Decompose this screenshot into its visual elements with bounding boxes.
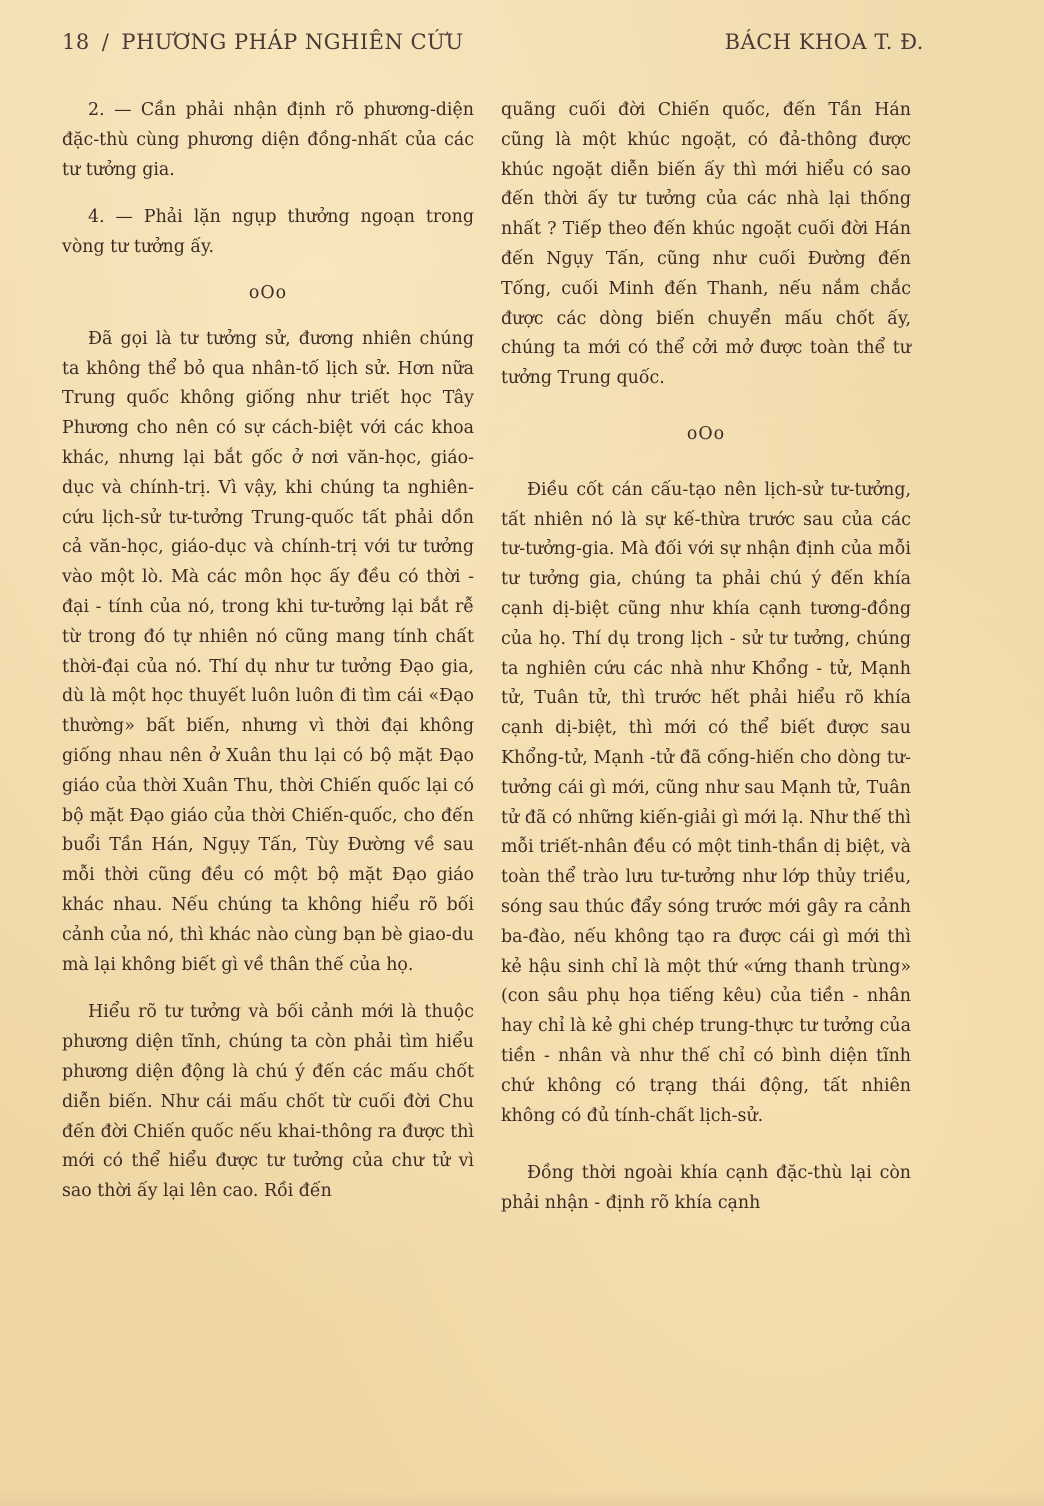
paragraph: Điều cốt cán cấu-tạo nên lịch-sử tư-tưởng, tất nhiên nó là sự kế-thừa trước sau của các tư-tưởng-gia. Mà đối với sự nhận định của mỗi tư tưởng gia, chúng ta phải chú ý đến khía cạnh dị-biệt cũng như khía cạnh tương-đồng của họ. Thí dụ trong lịch - sử tư tưởng, chúng ta nghiên cứu các nhà như Khổng - tử, Mạnh tử, Tuân tử, thì trước hết phải hiểu rõ khía cạnh dị-biệt, thì mới có thể biết được sau Khổng-tử, Mạnh -tử đã cống-hiến cho dòng tư-tưởng cái gì mới, cũng như sau Mạnh tử, Tuân tử đã có những kiến-giải gì mới lạ. Như thế thì mỗi triết-nhân đều có một tinh-thần dị biệt, và toàn thể trào lưu tư-tưởng như lớp thủy triều, sóng sau thúc đẩy sóng trước mới gây ra cảnh ba-đào, nếu không tạo ra được cái gì mới thì kẻ hậu sinh chỉ là một thứ «ứng thanh trùng» (con sâu phụ họa tiếng kêu) của tiền - nhân hay chỉ là kẻ ghi chép trung-thực tư tưởng của tiền - nhân và như thế chỉ có bình diện tĩnh chứ không có trạng thái động, tất nhiên không có đủ tính-chất lịch-sử. xyxy=(501,479,911,1126)
right-column xyxy=(501,96,911,1219)
left-column xyxy=(62,96,474,1207)
page-header xyxy=(62,30,924,60)
section-title: PHƯƠNG PHÁP NGHIÊN CỨU xyxy=(121,30,464,54)
section-divider: oOo xyxy=(248,282,288,303)
header-separator: / xyxy=(101,30,110,54)
list-item-4: 4. — Phải lặn ngụp thưởng ngoạn trong vòng tư tưởng ấy. xyxy=(62,207,474,258)
page-number: 18 xyxy=(62,30,90,54)
header-left xyxy=(62,30,464,54)
publication-name: BÁCH KHOA T. Đ. xyxy=(724,30,924,54)
section-divider: oOo xyxy=(686,423,726,444)
list-item-2: 2. — Cần phải nhận định rõ phương-diện đặc-thù cùng phương diện đồng-nhất của các tư tưởng gia. xyxy=(62,100,474,180)
paragraph: Đã gọi là tư tưởng sử, đương nhiên chúng ta không thể bỏ qua nhân-tố lịch sử. Hơn nữa Trung quốc không giống như triết học Tây Phương cho nên có sự cách-biệt với các khoa khác, nhưng lại bắt gốc ở nơi văn-học, giáo-dục và chính-trị. Vì vậy, khi chúng ta nghiên-cứu lịch-sử tư-tưởng Trung-quốc tất phải dồn cả văn-học, giáo-dục và chính-trị với tư tưởng vào một lò. Mà các môn học ấy đều có thời - đại - tính của nó, trong khi tư-tưởng lại bắt rễ từ trong đó tự nhiên nó cũng mang tính chất thời-đại của nó. Thí dụ như tư tưởng Đạo gia, dù là một học thuyết luôn luôn đi tìm cái «Đạo thường» bất biến, nhưng vì thời đại không giống nhau nên ở Xuân thu lại có bộ mặt Đạo giáo của thời Xuân Thu, thời Chiến quốc lại có bộ mặt Đạo giáo của thời Chiến-quốc, cho đến buổi Tần Hán, Ngụy Tấn, Tùy Đường về sau mỗi thời cũng đều có một bộ mặt Đạo giáo khác nhau. Nếu chúng ta không hiểu rõ bối cảnh của nó, thì khác nào cùng bạn bè giao-du mà lại không biết gì về thân thế của họ. xyxy=(62,328,474,975)
paragraph: Hiểu rõ tư tưởng và bối cảnh mới là thuộc phương diện tĩnh, chúng ta còn phải tìm hiểu phương diện động là chú ý đến các mấu chốt diễn biến. Như cái mấu chốt từ cuối đời Chu đến đời Chiến quốc nếu khai-thông ra được thì mới có thể hiểu được tư tưởng của chư tử vì sao thời ấy lại lên cao. Rồi đến xyxy=(62,1002,474,1202)
page-bottom-edge xyxy=(0,1490,1044,1506)
paragraph: Đồng thời ngoài khía cạnh đặc-thù lại còn phải nhận - định rõ khía cạnh xyxy=(501,1163,911,1214)
paragraph: quãng cuối đời Chiến quốc, đến Tần Hán cũng là một khúc ngoặt, có đả-thông được khúc ngoặt diễn biến ấy thì mới hiểu có sao đến thời ấy tư tưởng của các nhà lại thống nhất ? Tiếp theo đến khúc ngoặt cuối đời Hán đến Ngụy Tấn, cũng như cuối Đường đến Tống, cuối Minh đến Thanh, nếu nắm chắc được các dòng biến chuyển mấu chốt ấy, chúng ta mới có thể cởi mở được toàn thể tư tưởng Trung quốc. xyxy=(501,100,911,389)
